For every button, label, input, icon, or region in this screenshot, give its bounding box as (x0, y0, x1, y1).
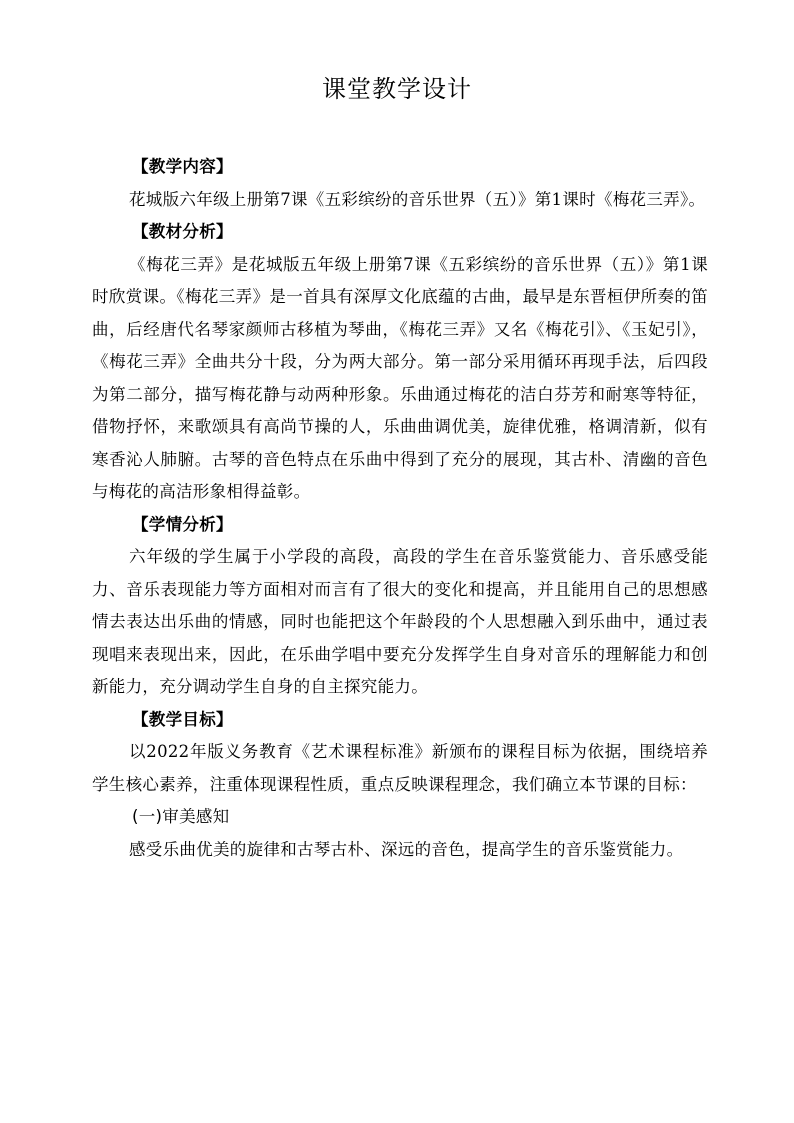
section-paragraph: 以2022年版义务教育《艺术课程标准》新颁布的课程目标为依据，围绕培养学生核心素养，注重体现课程性质，重点反映课程理念，我们确立本节课的目标： (92, 742, 708, 794)
section-heading: 【教学目标】 (132, 709, 233, 729)
section-paragraph: 六年级的学生属于小学段的高段，高段的学生在音乐鉴赏能力、音乐感受能力、音乐表现能力等方面相对而言有了很大的变化和提高，并且能用自己的思想感情去表达出乐曲的情感，同时也能把这个年龄段的个人思想融入到乐曲中，通过表现唱来表现出来，因此，在乐曲学唱中要充分发挥学生自身对音乐的理解能力和创新能力，充分调动学生自身的自主探究能力。 (92, 547, 708, 696)
section-material-analysis (92, 216, 708, 509)
section-heading: 【教材分析】 (132, 222, 233, 241)
section-teaching-goals (92, 704, 708, 867)
section-heading: 【学情分析】 (132, 514, 233, 534)
document-body (92, 151, 708, 866)
section-student-analysis (92, 509, 708, 704)
section-heading: 【教学内容】 (132, 157, 233, 176)
section-paragraph: 《梅花三弄》是花城版五年级上册第7课《五彩缤纷的音乐世界（五）》第1课时欣赏课。《梅花三弄》是一首具有深厚文化底蕴的古曲，最早是东晋桓伊所奏的笛曲，后经唐代名琴家颜师古移植为琴曲，《梅花三弄》又名《梅花引》、《玉妃引》，《梅花三弄》全曲共分十段，分为两大部分。第一部分采用循环再现手法，后四段为第二部分，描写梅花静与动两种形象。乐曲通过梅花的洁白芬芳和耐寒等特征，借物抒怀，来歌颂具有高尚节操的人，乐曲曲调优美，旋律优雅，格调清新，似有寒香沁人肺腑。古琴的音色特点在乐曲中得到了充分的展现，其古朴、清幽的音色与梅花的高洁形象相得益彰。 (92, 254, 708, 501)
document-title: 课堂教学设计 (322, 75, 472, 103)
section-teaching-content (92, 151, 708, 216)
subsection-paragraph: 感受乐曲优美的旋律和古琴古朴、深远的音色，提高学生的音乐鉴赏能力。 (129, 839, 684, 859)
subsection-heading: (一)审美感知 (132, 807, 230, 826)
section-paragraph: 花城版六年级上册第7课《五彩缤纷的音乐世界（五）》第1课时《梅花三弄》。 (129, 189, 706, 209)
